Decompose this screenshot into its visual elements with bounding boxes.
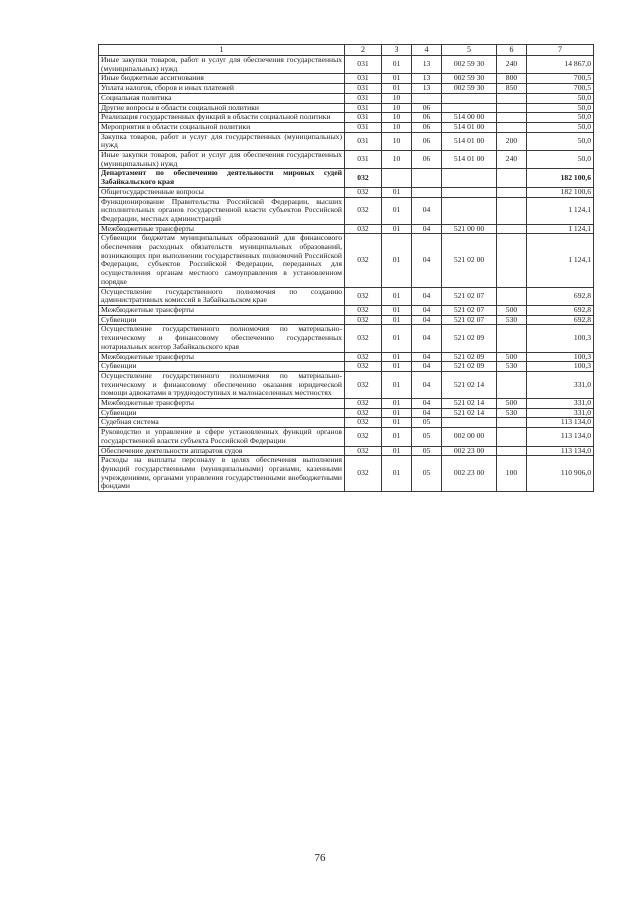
- expense-type-code: 500: [497, 352, 527, 362]
- ministry-code: 032: [345, 362, 382, 372]
- section-code: 10: [382, 151, 412, 169]
- table-body: [99, 45, 594, 492]
- row-name: Реализация государственных функций в области социальной политики: [99, 113, 345, 123]
- target-article-code: 521 02 07: [442, 315, 497, 325]
- row-name: Субвенции бюджетам муниципальных образований для финансового обеспечения расходных обязательств муниципальных образований, возникающих при выполнении государственных полномочий Российской Федерации, субъектов Российской Федерации, переданных для осуществления органам местного самоуправления в установленном порядке: [99, 234, 345, 287]
- table-row: [99, 287, 594, 305]
- table-row: [99, 169, 594, 187]
- expense-type-code: 530: [497, 408, 527, 418]
- table-row: [99, 113, 594, 123]
- expense-type-code: [497, 418, 527, 428]
- table-row: [99, 151, 594, 169]
- subsection-code: 06: [412, 151, 442, 169]
- row-name: Общегосударственные вопросы: [99, 187, 345, 197]
- target-article-code: 002 23 00: [442, 456, 497, 492]
- amount: 100,3: [527, 362, 594, 372]
- section-code: 01: [382, 418, 412, 428]
- target-article-code: 521 02 14: [442, 399, 497, 409]
- table-row: [99, 197, 594, 224]
- section-code: 10: [382, 103, 412, 113]
- amount: 182 100,6: [527, 169, 594, 187]
- ministry-code: 032: [345, 446, 382, 456]
- section-code: 01: [382, 287, 412, 305]
- row-name: Руководство и управление в сфере установленных функций органов государственной власти субъекта Российской Федерации: [99, 428, 345, 446]
- amount: 50,0: [527, 93, 594, 103]
- expense-type-code: [497, 224, 527, 234]
- expense-type-code: [497, 287, 527, 305]
- subsection-code: 04: [412, 197, 442, 224]
- target-article-code: [442, 93, 497, 103]
- section-code: 01: [382, 315, 412, 325]
- target-article-code: [442, 197, 497, 224]
- target-article-code: [442, 187, 497, 197]
- target-article-code: 514 01 00: [442, 151, 497, 169]
- ministry-code: 031: [345, 132, 382, 150]
- table-row: [99, 93, 594, 103]
- expense-type-code: [497, 103, 527, 113]
- subsection-code: 04: [412, 399, 442, 409]
- row-name: Иные закупки товаров, работ и услуг для обеспечения государственных (муниципальных) нужд: [99, 151, 345, 169]
- amount: 113 134,0: [527, 418, 594, 428]
- ministry-code: 032: [345, 197, 382, 224]
- section-code: [382, 169, 412, 187]
- target-article-code: 521 02 07: [442, 287, 497, 305]
- table-row: [99, 408, 594, 418]
- expense-type-code: 500: [497, 399, 527, 409]
- amount: 50,0: [527, 122, 594, 132]
- ministry-code: 032: [345, 399, 382, 409]
- ministry-code: 032: [345, 169, 382, 187]
- target-article-code: 521 02 07: [442, 305, 497, 315]
- row-name: Осуществление государственного полномочия по материально-техническому и финансовому обеспечению оказания юридической помощи адвокатами в труднодоступных и малонаселенных местностях: [99, 371, 345, 398]
- ministry-code: 031: [345, 93, 382, 103]
- target-article-code: 521 02 09: [442, 352, 497, 362]
- amount: 692,8: [527, 315, 594, 325]
- section-code: 01: [382, 408, 412, 418]
- ministry-code: 032: [345, 428, 382, 446]
- section-code: 01: [382, 371, 412, 398]
- amount: 14 867,0: [527, 56, 594, 74]
- row-name: Межбюджетные трансферты: [99, 352, 345, 362]
- subsection-code: 05: [412, 446, 442, 456]
- row-name: Осуществление государственного полномочия по созданию административных комиссий в Забайкальском крае: [99, 287, 345, 305]
- row-name: Обеспечение деятельности аппаратов судов: [99, 446, 345, 456]
- header-cell: 2: [345, 45, 382, 56]
- section-code: 01: [382, 325, 412, 352]
- target-article-code: 002 59 30: [442, 56, 497, 74]
- ministry-code: 031: [345, 151, 382, 169]
- amount: 50,0: [527, 103, 594, 113]
- subsection-code: 04: [412, 287, 442, 305]
- section-code: 01: [382, 234, 412, 287]
- row-name: Расходы на выплаты персоналу в целях обеспечения выполнения функций государственными (муниципальными) органами, казенными учреждениями, органами управления государственными внебюджетными фондами: [99, 456, 345, 492]
- table-row: [99, 399, 594, 409]
- section-code: 01: [382, 446, 412, 456]
- row-name: Функционирование Правительства Российской Федерации, высших исполнительных органов государственной власти субъектов Российской Федерации, местных администраций: [99, 197, 345, 224]
- expense-type-code: [497, 234, 527, 287]
- target-article-code: 521 02 09: [442, 325, 497, 352]
- table-row: [99, 122, 594, 132]
- subsection-code: [412, 169, 442, 187]
- section-code: 01: [382, 456, 412, 492]
- table-row: [99, 325, 594, 352]
- target-article-code: 514 00 00: [442, 113, 497, 123]
- amount: 331,0: [527, 399, 594, 409]
- expense-type-code: 800: [497, 74, 527, 84]
- row-name: Межбюджетные трансферты: [99, 399, 345, 409]
- ministry-code: 032: [345, 408, 382, 418]
- amount: 182 100,6: [527, 187, 594, 197]
- table-row: [99, 187, 594, 197]
- row-name: Субвенции: [99, 362, 345, 372]
- amount: 50,0: [527, 132, 594, 150]
- subsection-code: 13: [412, 84, 442, 94]
- row-name: Субвенции: [99, 408, 345, 418]
- subsection-code: 04: [412, 362, 442, 372]
- ministry-code: 032: [345, 315, 382, 325]
- row-name: Судебная система: [99, 418, 345, 428]
- table-header-row: [99, 45, 594, 56]
- expense-type-code: 200: [497, 132, 527, 150]
- row-name: Иные бюджетные ассигнования: [99, 74, 345, 84]
- expense-type-code: [497, 428, 527, 446]
- subsection-code: 05: [412, 428, 442, 446]
- section-code: 10: [382, 113, 412, 123]
- subsection-code: 06: [412, 103, 442, 113]
- table-row: [99, 456, 594, 492]
- amount: 100,3: [527, 352, 594, 362]
- budget-table: [98, 44, 594, 492]
- table-row: [99, 428, 594, 446]
- ministry-code: 031: [345, 84, 382, 94]
- target-article-code: [442, 169, 497, 187]
- amount: 331,0: [527, 408, 594, 418]
- header-cell: 6: [497, 45, 527, 56]
- expense-type-code: [497, 187, 527, 197]
- ministry-code: 032: [345, 234, 382, 287]
- target-article-code: [442, 418, 497, 428]
- amount: 110 906,0: [527, 456, 594, 492]
- amount: 113 134,0: [527, 428, 594, 446]
- expense-type-code: [497, 122, 527, 132]
- amount: 1 124,1: [527, 197, 594, 224]
- subsection-code: 04: [412, 305, 442, 315]
- row-name: Другие вопросы в области социальной политики: [99, 103, 345, 113]
- table-row: [99, 371, 594, 398]
- table-row: [99, 56, 594, 74]
- ministry-code: 032: [345, 325, 382, 352]
- subsection-code: 06: [412, 132, 442, 150]
- row-name: Уплата налогов, сборов и иных платежей: [99, 84, 345, 94]
- amount: 700,5: [527, 84, 594, 94]
- section-code: 01: [382, 74, 412, 84]
- amount: 1 124,1: [527, 224, 594, 234]
- expense-type-code: 240: [497, 151, 527, 169]
- header-cell: 1: [99, 45, 345, 56]
- header-cell: 7: [527, 45, 594, 56]
- amount: 331,0: [527, 371, 594, 398]
- ministry-code: 031: [345, 74, 382, 84]
- amount: 50,0: [527, 151, 594, 169]
- expense-type-code: [497, 371, 527, 398]
- amount: 692,8: [527, 287, 594, 305]
- ministry-code: 032: [345, 371, 382, 398]
- ministry-code: 032: [345, 352, 382, 362]
- expense-type-code: 500: [497, 305, 527, 315]
- section-code: 10: [382, 93, 412, 103]
- ministry-code: 032: [345, 418, 382, 428]
- expense-type-code: 240: [497, 56, 527, 74]
- target-article-code: 002 59 30: [442, 84, 497, 94]
- subsection-code: 04: [412, 408, 442, 418]
- ministry-code: 031: [345, 113, 382, 123]
- subsection-code: 04: [412, 234, 442, 287]
- expense-type-code: 100: [497, 456, 527, 492]
- ministry-code: 032: [345, 224, 382, 234]
- page-number: 76: [314, 852, 326, 864]
- row-name: Департамент по обеспечению деятельности мировых судей Забайкальского края: [99, 169, 345, 187]
- row-name: Социальная политика: [99, 93, 345, 103]
- budget-page: [98, 44, 593, 492]
- target-article-code: 002 00 00: [442, 428, 497, 446]
- table-row: [99, 132, 594, 150]
- section-code: 01: [382, 399, 412, 409]
- expense-type-code: [497, 197, 527, 224]
- subsection-code: 04: [412, 325, 442, 352]
- row-name: Субвенции: [99, 315, 345, 325]
- target-article-code: 514 01 00: [442, 122, 497, 132]
- ministry-code: 031: [345, 103, 382, 113]
- section-code: 01: [382, 352, 412, 362]
- target-article-code: 521 00 00: [442, 224, 497, 234]
- expense-type-code: [497, 446, 527, 456]
- amount: 50,0: [527, 113, 594, 123]
- subsection-code: 05: [412, 418, 442, 428]
- row-name: Межбюджетные трансферты: [99, 305, 345, 315]
- target-article-code: 514 01 00: [442, 132, 497, 150]
- amount: 100,3: [527, 325, 594, 352]
- expense-type-code: 530: [497, 362, 527, 372]
- expense-type-code: [497, 169, 527, 187]
- subsection-code: 04: [412, 224, 442, 234]
- ministry-code: 031: [345, 56, 382, 74]
- expense-type-code: 850: [497, 84, 527, 94]
- expense-type-code: [497, 325, 527, 352]
- section-code: 10: [382, 132, 412, 150]
- section-code: 10: [382, 122, 412, 132]
- header-cell: 4: [412, 45, 442, 56]
- row-name: Закупка товаров, работ и услуг для государственных (муниципальных) нужд: [99, 132, 345, 150]
- target-article-code: 521 02 00: [442, 234, 497, 287]
- amount: 700,5: [527, 74, 594, 84]
- subsection-code: 13: [412, 56, 442, 74]
- target-article-code: 521 02 14: [442, 408, 497, 418]
- expense-type-code: [497, 113, 527, 123]
- subsection-code: 06: [412, 113, 442, 123]
- target-article-code: 002 23 00: [442, 446, 497, 456]
- ministry-code: 032: [345, 287, 382, 305]
- ministry-code: 032: [345, 187, 382, 197]
- subsection-code: 05: [412, 456, 442, 492]
- subsection-code: 13: [412, 74, 442, 84]
- header-cell: 5: [442, 45, 497, 56]
- subsection-code: [412, 187, 442, 197]
- subsection-code: [412, 93, 442, 103]
- section-code: 01: [382, 428, 412, 446]
- amount: 692,8: [527, 305, 594, 315]
- header-cell: 3: [382, 45, 412, 56]
- subsection-code: 04: [412, 352, 442, 362]
- ministry-code: 031: [345, 122, 382, 132]
- subsection-code: 04: [412, 315, 442, 325]
- target-article-code: 521 02 09: [442, 362, 497, 372]
- amount: 113 134,0: [527, 446, 594, 456]
- row-name: Мероприятия в области социальной политики: [99, 122, 345, 132]
- section-code: 01: [382, 362, 412, 372]
- section-code: 01: [382, 197, 412, 224]
- subsection-code: 04: [412, 371, 442, 398]
- section-code: 01: [382, 305, 412, 315]
- section-code: 01: [382, 84, 412, 94]
- target-article-code: 521 02 14: [442, 371, 497, 398]
- table-row: [99, 362, 594, 372]
- table-row: [99, 234, 594, 287]
- row-name: Иные закупки товаров, работ и услуг для обеспечения государственных (муниципальных) нужд: [99, 56, 345, 74]
- row-name: Межбюджетные трансферты: [99, 224, 345, 234]
- table-row: [99, 84, 594, 94]
- table-row: [99, 305, 594, 315]
- subsection-code: 06: [412, 122, 442, 132]
- expense-type-code: [497, 93, 527, 103]
- ministry-code: 032: [345, 305, 382, 315]
- target-article-code: 002 59 30: [442, 74, 497, 84]
- ministry-code: 032: [345, 456, 382, 492]
- section-code: 01: [382, 56, 412, 74]
- expense-type-code: 530: [497, 315, 527, 325]
- row-name: Осуществление государственного полномочия по материально-техническому и финансовому обеспечению государственных нотариальных контор Забайкальского края: [99, 325, 345, 352]
- section-code: 01: [382, 187, 412, 197]
- table-row: [99, 352, 594, 362]
- section-code: 01: [382, 224, 412, 234]
- amount: 1 124,1: [527, 234, 594, 287]
